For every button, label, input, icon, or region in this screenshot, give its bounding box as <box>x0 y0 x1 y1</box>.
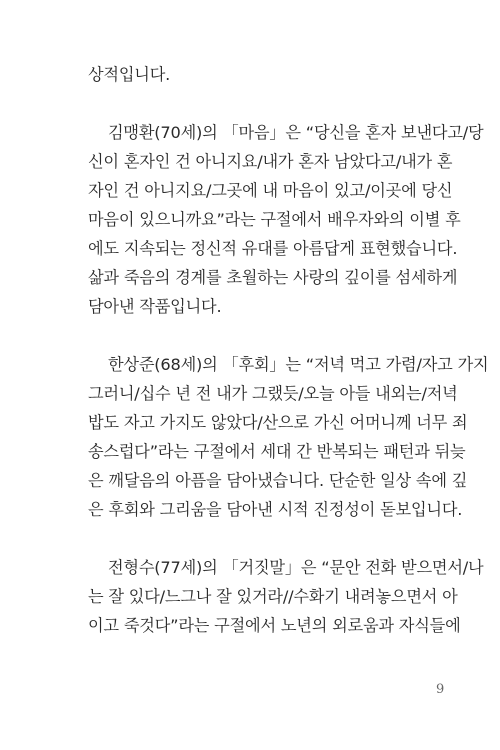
paragraph-3-line-6: 은 후회와 그리움을 담아낸 시적 진정성이 돋보입니다. <box>88 500 463 519</box>
paragraph-1-line-1: 상적입니다. <box>88 65 171 84</box>
paragraph-3-line-1: 한상준(68세)의 「후회」는 “저녁 먹고 가렴/자고 가지 <box>108 355 489 374</box>
paragraph-4-line-3: 이고 죽것다”라는 구절에서 노년의 외로움과 자식들에 <box>88 616 461 635</box>
paragraph-2-line-4: 마음이 있으니까요”라는 구절에서 배우자와의 이별 후 <box>88 210 461 229</box>
paragraph-4-line-1: 전형수(77세)의 「거짓말」은 “문안 전화 받으면서/나 <box>108 558 484 577</box>
paragraph-2-line-7: 담아낸 작품입니다. <box>88 297 222 316</box>
paragraph-2-line-2: 신이 혼자인 건 아니지요/내가 혼자 남았다고/내가 혼 <box>88 152 453 171</box>
paragraph-3-line-5: 은 깨달음의 아픔을 담아냈습니다. 단순한 일상 속에 깊 <box>88 471 468 490</box>
paragraph-4-line-2: 는 잘 있다/느그나 잘 있거라//수화기 내려놓으면서 아 <box>88 587 458 606</box>
paragraph-3-line-3: 밥도 자고 가지도 않았다/산으로 가신 어머니께 너무 죄 <box>88 413 468 432</box>
page-number: 9 <box>436 682 445 697</box>
paragraph-2-line-6: 삶과 죽음의 경계를 초월하는 사랑의 깊이를 섬세하게 <box>88 268 458 287</box>
paragraph-2-line-5: 에도 지속되는 정신적 유대를 아름답게 표현했습니다. <box>88 239 458 258</box>
paragraph-2-line-3: 자인 건 아니지요/그곳에 내 마음이 있고/이곳에 당신 <box>88 181 453 200</box>
paragraph-2-line-1: 김맹환(70세)의 「마음」은 “당신을 혼자 보낸다고/당 <box>108 123 484 142</box>
paragraph-3-line-2: 그러니/십수 년 전 내가 그랬듯/오늘 아들 내외는/저녁 <box>88 384 458 403</box>
paragraph-3-line-4: 송스럽다”라는 구절에서 세대 간 반복되는 패턴과 뒤늦 <box>88 442 466 461</box>
